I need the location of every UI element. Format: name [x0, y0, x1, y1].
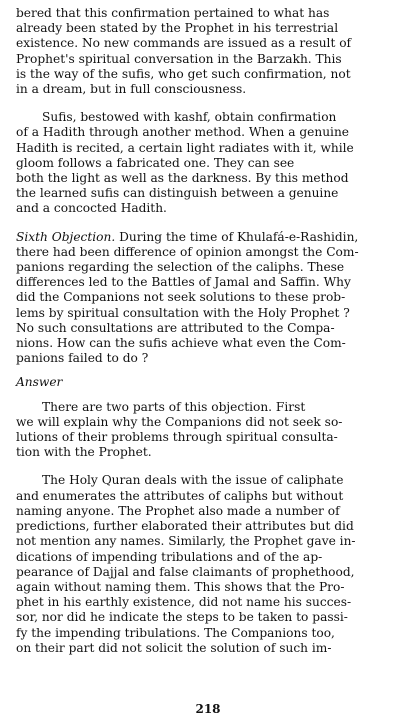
paragraph-gap	[16, 217, 400, 230]
paragraph-answer-intro	[16, 400, 400, 461]
page-number: 218	[195, 702, 221, 716]
answer-heading: Answer	[16, 375, 63, 390]
text-line: and enumerates the attributes of caliphs but without	[16, 488, 344, 503]
text-line: did the Companions not seek solutions to these prob-	[16, 290, 346, 305]
text-line: of a Hadith through another method. When a genuine	[16, 125, 350, 140]
text-line: and a concocted Hadith.	[16, 201, 167, 216]
paragraph-caliphate	[16, 473, 400, 655]
book-page	[16, 6, 400, 722]
text-line: dications of impending tribulations and of the ap-	[16, 549, 323, 564]
text-line: panions regarding the selection of the caliphs. These	[16, 260, 345, 275]
objection-text: During the time of Khulafá-e-Rashidin,	[115, 229, 359, 244]
paragraph-gap	[16, 366, 400, 375]
text-line: nions. How can the sufis achieve what even the Com-	[16, 336, 346, 351]
text-line: both the light as well as the darkness. By this method	[16, 171, 349, 186]
text-line: bered that this confirmation pertained to what has	[16, 6, 330, 20]
paragraph-gap	[16, 391, 400, 400]
text-line: in a dream, but in full consciousness.	[16, 82, 247, 97]
text-line: pearance of Dajjal and false claimants of prophethood,	[16, 564, 355, 579]
text-line: Hadith is recited, a certain light radiates with it, while	[16, 140, 354, 155]
paragraph-kashf-method	[16, 110, 400, 216]
text-line: predictions, further elaborated their attributes but did	[16, 519, 354, 534]
text-line: sor, nor did he indicate the steps to be taken to passi-	[16, 610, 348, 625]
text-line: naming anyone. The Prophet also made a number of	[16, 503, 340, 518]
text-line: Prophet's spiritual conversation in the Barzakh. This	[16, 51, 342, 66]
text-line: fy the impending tribulations. The Companions too,	[16, 625, 335, 640]
text-line: phet in his earthly existence, did not name his succes-	[16, 595, 352, 610]
paragraph-barzakh-confirmation	[16, 6, 400, 97]
paragraph-sixth-objection	[16, 230, 400, 367]
text-line: is the way of the sufis, who get such confirmation, not	[16, 66, 351, 81]
paragraph-gap	[16, 460, 400, 473]
text-line: differences led to the Battles of Jamal and Saffin. Why	[16, 275, 351, 290]
text-line: we will explain why the Companions did not seek so-	[16, 414, 343, 429]
text-line: existence. No new commands are issued as a result of	[16, 36, 352, 51]
paragraph-gap	[16, 97, 400, 110]
text-line: lems by spiritual consultation with the Holy Prophet ?	[16, 305, 350, 320]
text-line: There are two parts of this objection. First	[42, 399, 306, 414]
text-line: on their part did not solicit the solution of such im-	[16, 640, 332, 655]
text-line: already been stated by the Prophet in his terrestrial	[16, 21, 339, 36]
objection-label: Sixth Objection.	[16, 229, 116, 244]
text-line: lutions of their problems through spiritual consulta-	[16, 430, 338, 445]
text-line: the learned sufis can distinguish between a genuine	[16, 186, 339, 201]
text-line: again without naming them. This shows that the Pro-	[16, 579, 345, 594]
text-line: gloom follows a fabricated one. They can see	[16, 155, 295, 170]
text-line: not mention any names. Similarly, the Prophet gave in-	[16, 534, 356, 549]
text-line: The Holy Quran deals with the issue of caliphate	[42, 473, 344, 488]
text-line: panions failed to do ?	[16, 351, 149, 366]
text-line: No such consultations are attributed to the Compa-	[16, 320, 335, 335]
text-line: Sufis, bestowed with kashf, obtain confirmation	[42, 110, 337, 125]
text-line	[16, 230, 400, 245]
text-line: there had been difference of opinion amongst the Com-	[16, 244, 359, 259]
text-line: tion with the Prophet.	[16, 445, 152, 460]
